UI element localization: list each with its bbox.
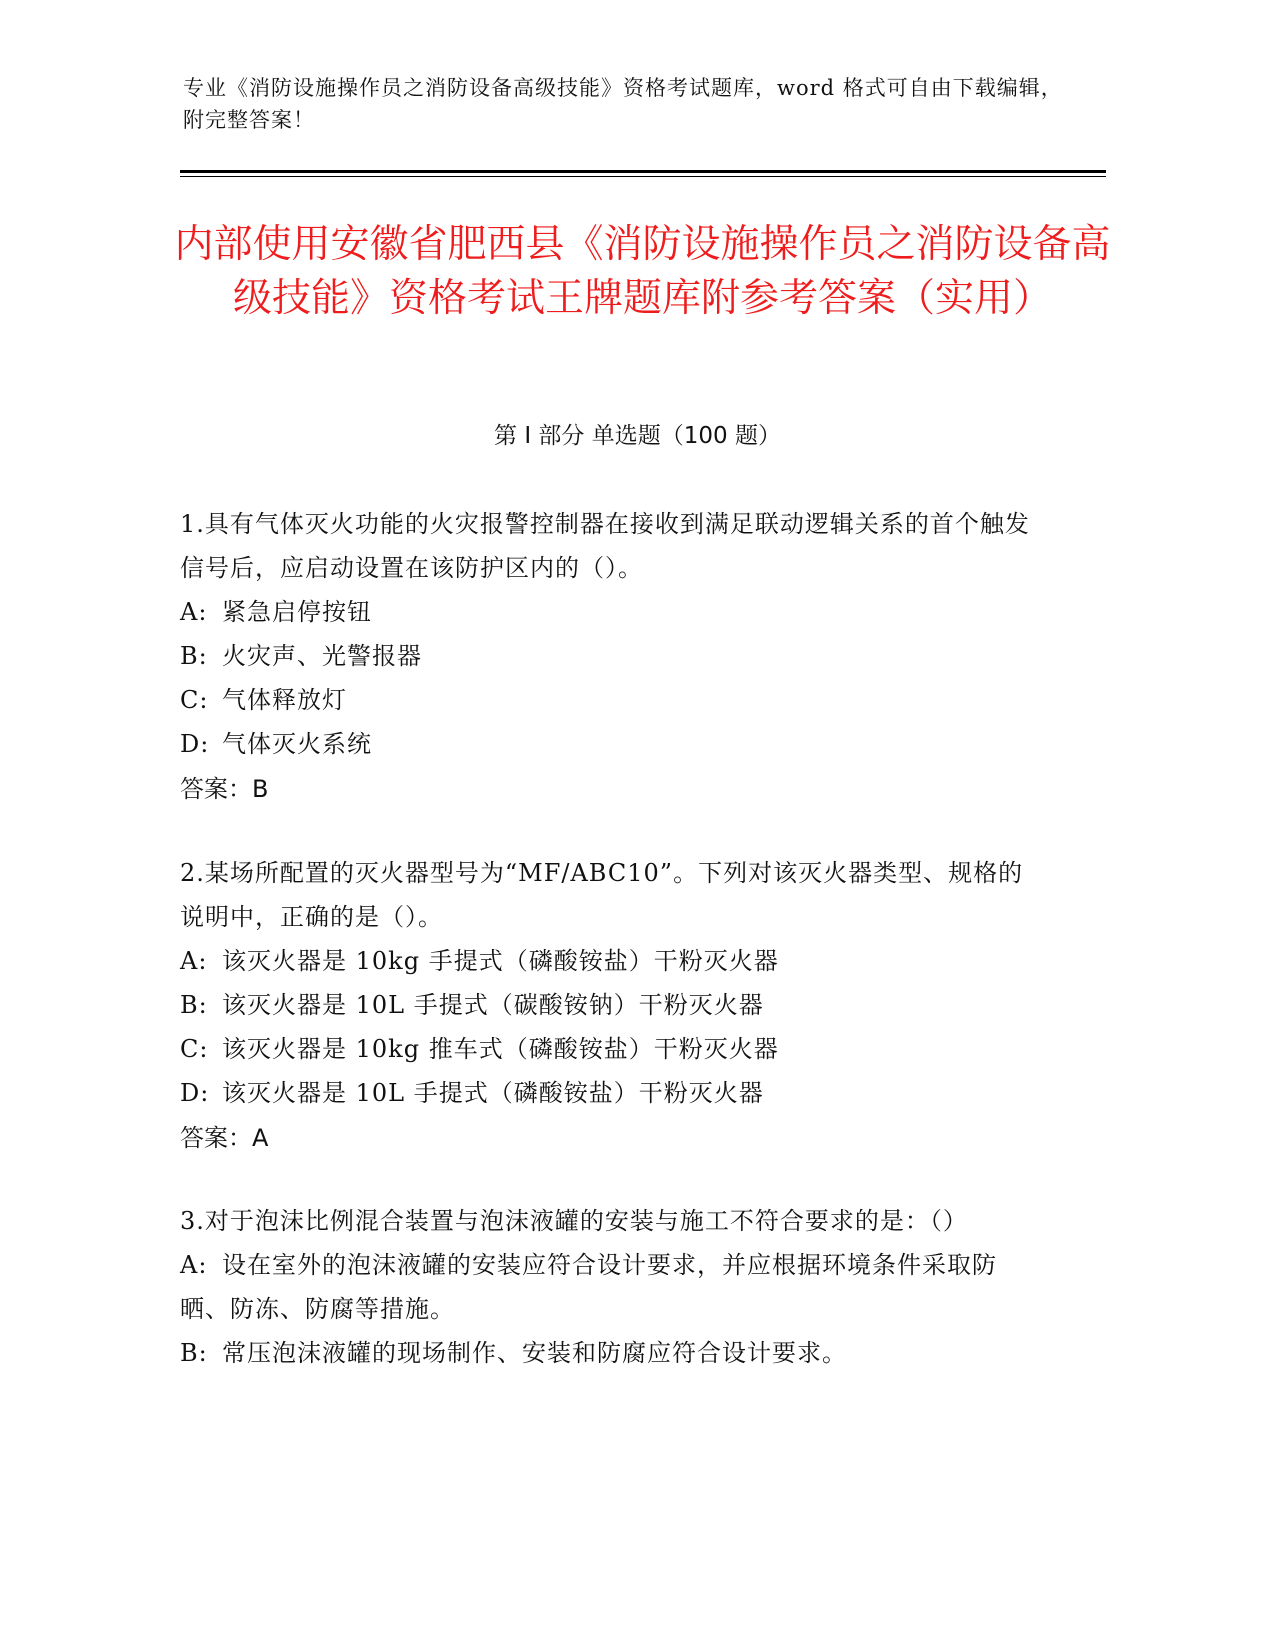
header-rule-thick: [180, 170, 1106, 173]
header-rule-thin: [180, 176, 1106, 177]
option-key: D:: [180, 730, 210, 758]
option-b: [180, 983, 1040, 1027]
option-key: C:: [180, 1035, 209, 1063]
option-text: 该灭火器是 10kg 推车式（磷酸铵盐）干粉灭火器: [222, 1035, 779, 1063]
question-stem: 2.某场所配置的灭火器型号为“MF/ABC10”。下列对该灭火器类型、规格的说明中，正确的是（）。: [180, 859, 1024, 931]
option-text: 紧急启停按钮: [222, 598, 372, 626]
option-text: 该灭火器是 10kg 手提式（磷酸铵盐）干粉灭火器: [222, 947, 779, 975]
option-d: [180, 722, 1040, 766]
question-1: [180, 502, 1040, 812]
option-text: 该灭火器是 10L 手提式（碳酸铵钠）干粉灭火器: [222, 991, 764, 1019]
question-2: [180, 851, 1040, 1161]
option-c: [180, 678, 1040, 722]
option-b: [180, 1331, 1040, 1375]
document-title: 内部使用安徽省肥西县《消防设施操作员之消防设备高级技能》资格考试王牌题库附参考答案（实用）: [174, 222, 1111, 321]
option-key: C:: [180, 686, 209, 714]
option-key: A:: [180, 947, 208, 975]
question-3: [180, 1199, 1040, 1375]
option-text: 该灭火器是 10L 手提式（磷酸铵盐）干粉灭火器: [222, 1079, 764, 1107]
option-key: B:: [180, 991, 208, 1019]
option-text: 设在室外的泡沫液罐的安装应符合设计要求，并应根据环境条件采取防晒、防冻、防腐等措施。: [180, 1251, 997, 1323]
section-title: 第 I 部分 单选题（100 题）: [494, 423, 781, 449]
option-key: D:: [180, 1079, 210, 1107]
option-text: 火灾声、光警报器: [222, 642, 422, 670]
option-text: 常压泡沫液罐的现场制作、安装和防腐应符合设计要求。: [222, 1339, 847, 1367]
option-key: B:: [180, 1339, 208, 1367]
option-key: B:: [180, 642, 208, 670]
question-stem: 3.对于泡沫比例混合装置与泡沫液罐的安装与施工不符合要求的是：（）: [180, 1207, 968, 1235]
option-text: 气体灭火系统: [222, 730, 372, 758]
option-a: [180, 939, 1040, 983]
option-b: [180, 634, 1040, 678]
option-key: A:: [180, 1251, 208, 1279]
option-text: 气体释放灯: [222, 686, 347, 714]
option-a: [180, 590, 1040, 634]
answer-line: 答案：B: [180, 775, 269, 803]
option-a: [180, 1243, 1040, 1331]
option-d: [180, 1071, 1040, 1115]
question-stem: 1.具有气体灭火功能的火灾报警控制器在接收到满足联动逻辑关系的首个触发信号后，应启动设置在该防护区内的（）。: [180, 510, 1030, 582]
option-key: A:: [180, 598, 208, 626]
header-note: 专业《消防设施操作员之消防设备高级技能》资格考试题库，word 格式可自由下载编辑，附完整答案！: [183, 76, 1063, 132]
option-c: [180, 1027, 1040, 1071]
answer-line: 答案：A: [180, 1124, 269, 1152]
